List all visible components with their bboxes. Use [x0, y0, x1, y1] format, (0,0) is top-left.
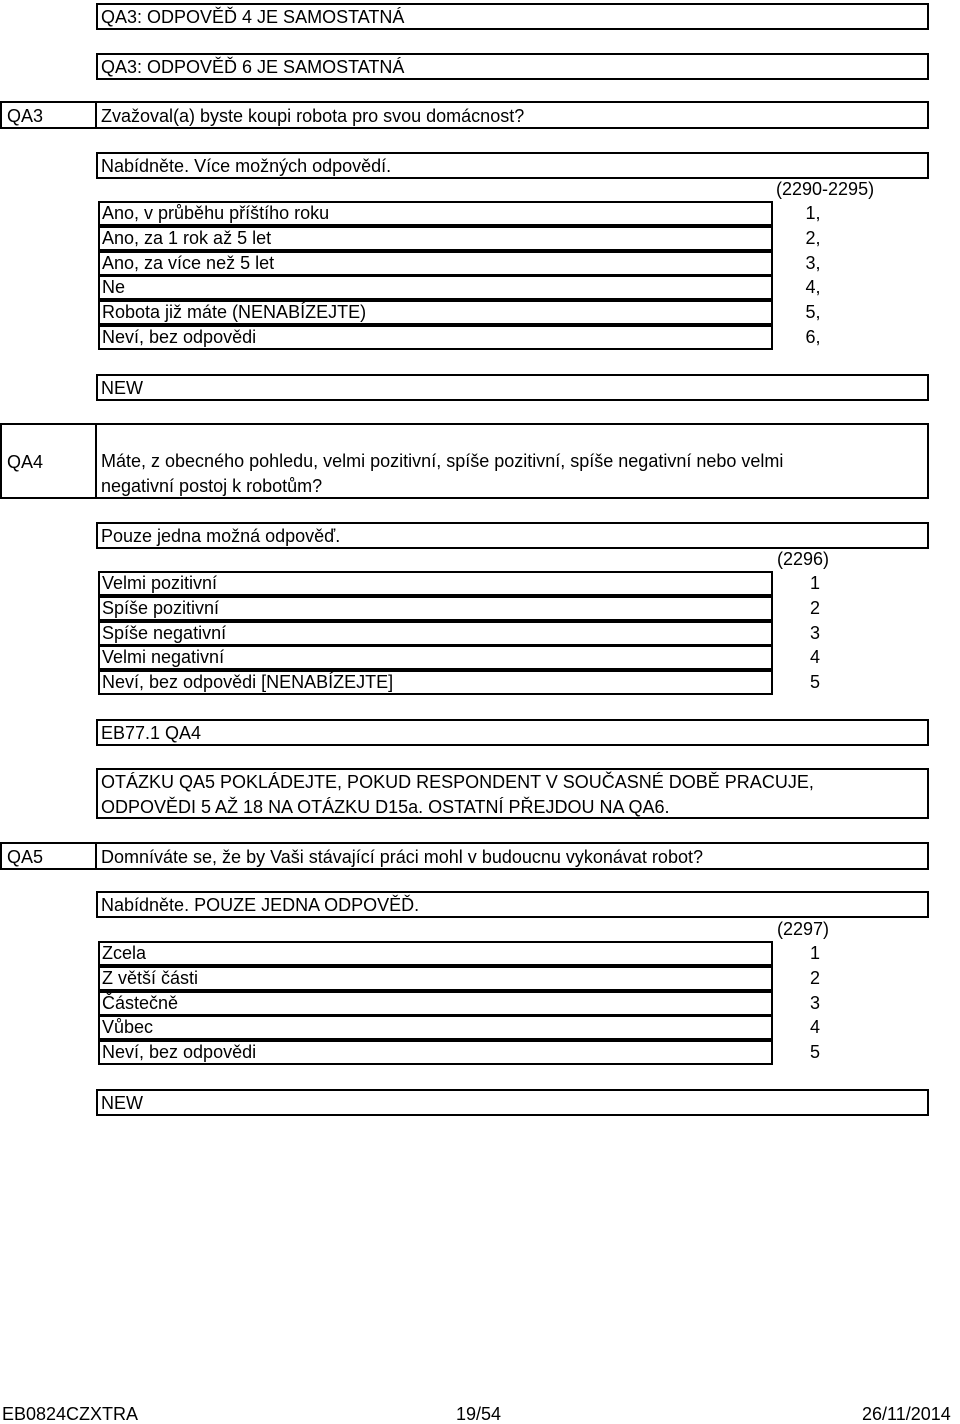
qa4-id-box	[0, 423, 97, 499]
qa3-option-code: 5,	[805, 302, 821, 322]
qa5-instruction-box	[96, 891, 929, 918]
qa4-codes: (2296)	[777, 549, 830, 569]
qa5-option-code: 5	[809, 1042, 820, 1062]
qa5-option-row	[98, 941, 773, 966]
qa4-id: QA4	[7, 452, 44, 472]
qa4-option-row	[98, 645, 773, 670]
qa4-tag: EB77.1 QA4	[101, 723, 202, 743]
note-box-1	[96, 3, 929, 30]
qa5-option-label: Vůbec	[102, 1017, 154, 1037]
note-text-2: QA3: ODPOVĚĎ 6 JE SAMOSTATNÁ	[101, 57, 405, 77]
qa4-option-code: 1	[809, 573, 820, 593]
qa3-option-label: Ne	[102, 277, 126, 297]
qa5-id-box	[0, 842, 97, 870]
qa4-question-line1: Máte, z obecného pohledu, velmi pozitivní, spíše pozitivní, spíše negativní nebo velmi	[101, 451, 784, 471]
qa5-option-code: 2	[809, 968, 820, 988]
qa5-option-row	[98, 1040, 773, 1065]
qa3-instruction-box	[96, 152, 929, 179]
qa3-option-code: 6,	[805, 327, 821, 347]
qa3-option-label: Ano, za více než 5 let	[102, 253, 275, 273]
qa5-instruction: Nabídněte. POUZE JEDNA ODPOVĚĎ.	[101, 895, 420, 915]
footer-doc-code: EB0824CZXTRA	[2, 1404, 139, 1424]
qa5-option-label: Zcela	[102, 943, 147, 963]
qa4-option-row	[98, 621, 773, 646]
qa5-option-label: Neví, bez odpovědi	[102, 1042, 257, 1062]
qa4-option-row	[98, 596, 773, 621]
footer-date: 26/11/2014	[862, 1404, 951, 1424]
qa3-option-row	[98, 201, 773, 226]
qa5-option-code: 4	[809, 1017, 820, 1037]
note-text-1: QA3: ODPOVĚĎ 4 JE SAMOSTATNÁ	[101, 7, 405, 27]
qa5-option-code: 3	[809, 993, 820, 1013]
qa3-option-code: 2,	[805, 228, 821, 248]
qa3-question: Zvažoval(a) byste koupi robota pro svou domácnost?	[101, 106, 525, 126]
qa3-option-row	[98, 325, 773, 350]
qa4-option-label: Velmi negativní	[102, 647, 225, 667]
qa3-option-code: 4,	[805, 277, 821, 297]
qa5-question-box	[95, 842, 929, 870]
qa4-option-code: 5	[809, 672, 820, 692]
qa4-instruction-box	[96, 522, 929, 549]
qa4-option-label: Velmi pozitivní	[102, 573, 218, 593]
qa5-question: Domníváte se, že by Vaši stávající práci mohl v budoucnu vykonávat robot?	[101, 847, 703, 867]
qa3-id: QA3	[7, 106, 44, 126]
qa3-tag-box	[96, 374, 929, 401]
qa5-option-row	[98, 1015, 773, 1040]
qa3-option-label: Ano, za 1 rok až 5 let	[102, 228, 272, 248]
qa3-option-label: Robota již máte (NENABÍZEJTE)	[102, 302, 367, 322]
qa4-option-row	[98, 670, 773, 695]
qa3-question-box	[95, 101, 929, 129]
qa3-instruction: Nabídněte. Více možných odpovědí.	[101, 156, 392, 176]
qa3-id-box	[0, 101, 97, 129]
qa5-tag-box	[96, 1089, 929, 1116]
qa3-tag: NEW	[101, 378, 143, 398]
qa3-codes: (2290-2295)	[776, 179, 875, 199]
footer-page-number: 19/54	[456, 1404, 502, 1424]
filter-box	[96, 768, 929, 819]
qa4-question-box	[95, 423, 929, 499]
qa4-option-code: 3	[809, 623, 820, 643]
filter-line1: OTÁZKU QA5 POKLÁDEJTE, POKUD RESPONDENT V SOUČASNÉ DOBĚ PRACUJE,	[101, 772, 814, 792]
note-box-2	[96, 53, 929, 80]
qa5-option-code: 1	[809, 943, 820, 963]
qa5-option-row	[98, 991, 773, 1016]
qa5-id: QA5	[7, 847, 44, 867]
qa4-option-label: Neví, bez odpovědi [NENABÍZEJTE]	[102, 672, 394, 692]
qa4-instruction: Pouze jedna možná odpověď.	[101, 526, 341, 546]
qa3-option-label: Neví, bez odpovědi	[102, 327, 257, 347]
qa3-option-row	[98, 275, 773, 300]
qa3-option-row	[98, 226, 773, 251]
qa5-codes: (2297)	[777, 919, 830, 939]
qa3-option-row	[98, 300, 773, 325]
qa4-question-line2: negativní postoj k robotům?	[101, 476, 323, 496]
qa5-option-label: Částečně	[102, 993, 179, 1013]
qa4-option-row	[98, 571, 773, 596]
qa3-option-label: Ano, v průběhu příštího roku	[102, 203, 330, 223]
qa5-option-row	[98, 966, 773, 991]
qa4-option-code: 4	[809, 647, 820, 667]
qa3-option-code: 3,	[805, 253, 821, 273]
filter-line2: ODPOVĚDI 5 AŽ 18 NA OTÁZKU D15a. OSTATNÍ PŘEJDOU NA QA6.	[101, 797, 670, 817]
qa5-tag: NEW	[101, 1093, 143, 1113]
qa4-option-code: 2	[809, 598, 820, 618]
qa4-option-label: Spíše pozitivní	[102, 598, 220, 618]
qa5-option-label: Z větší části	[102, 968, 199, 988]
qa3-option-code: 1,	[805, 203, 821, 223]
qa4-option-label: Spíše negativní	[102, 623, 227, 643]
qa4-tag-box	[96, 719, 929, 746]
qa3-option-row	[98, 251, 773, 276]
